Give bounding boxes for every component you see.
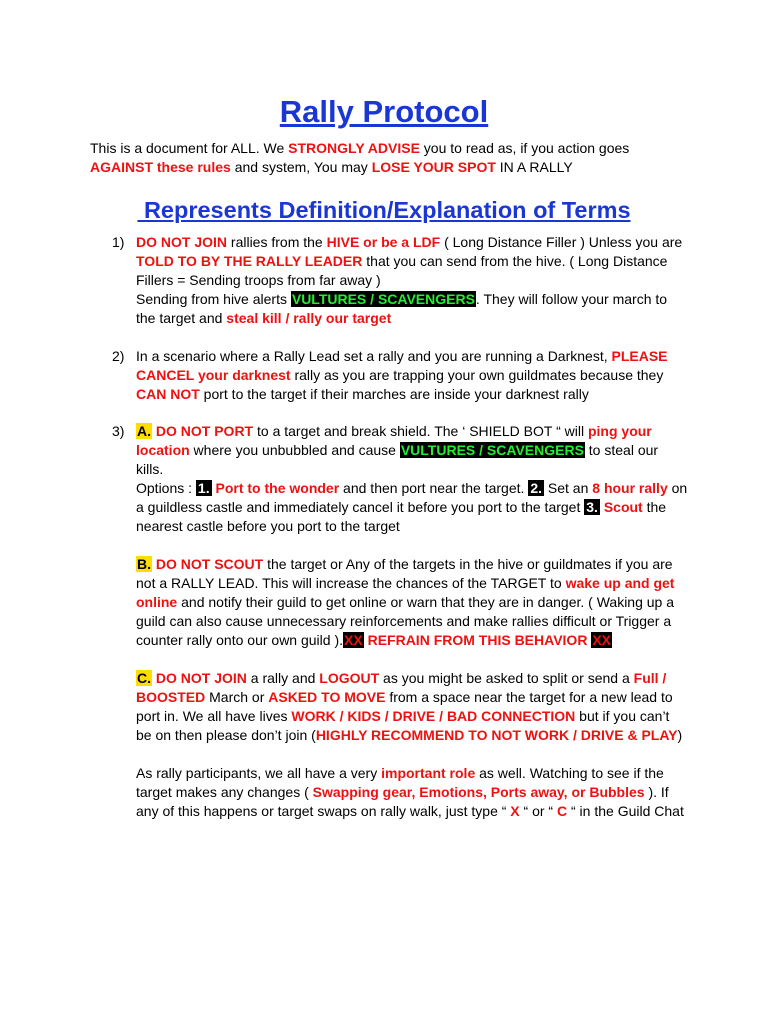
highlight-label: VULTURES / SCAVENGERS: [291, 291, 475, 307]
text: rally as you are trapping your own guildmates because they: [290, 367, 664, 383]
option-number: 1.: [197, 480, 210, 496]
text: kills.: [136, 461, 164, 477]
emphasis: Port to the wonder: [215, 480, 340, 496]
text: Fillers = Sending troops from far away ): [136, 272, 381, 288]
emphasis: Swapping gear, Emotions, Ports away, or Bubbles: [312, 784, 645, 800]
intro-emphasis: AGAINST these rules: [90, 159, 231, 175]
emphasis: WORK / KIDS / DRIVE / BAD CONNECTION: [291, 708, 576, 724]
sub-tag-a: A.: [137, 423, 151, 439]
text: In a scenario where a Rally Lead set a rally and you are running a Darknest,: [136, 348, 612, 364]
intro-emphasis: LOSE YOUR SPOT: [371, 159, 496, 175]
emphasis: CANCEL your darknest: [136, 367, 291, 383]
text: a rally and: [246, 670, 320, 686]
emphasis: 8 hour rally: [592, 480, 668, 496]
text: that you can send from the hive. ( Long Distance: [362, 253, 668, 269]
intro-text: This is a document for ALL. We: [90, 140, 289, 156]
text: . They will follow your march to: [475, 291, 668, 307]
highlight-label: VULTURES / SCAVENGERS: [400, 442, 584, 458]
emphasis: Scout: [603, 499, 643, 515]
text: where you unbubbled and cause: [189, 442, 400, 458]
text: to steal our: [584, 442, 659, 458]
emphasis: ping your: [587, 423, 652, 439]
page-title: Rally Protocol: [279, 94, 489, 129]
text: Options :: [136, 480, 196, 496]
text: ). If: [644, 784, 669, 800]
emphasis: C: [556, 803, 568, 819]
emphasis: ASKED TO MOVE: [268, 689, 386, 705]
emphasis: DO NOT JOIN: [155, 670, 247, 686]
emphasis: CAN NOT: [136, 386, 200, 402]
emphasis: TOLD TO BY THE RALLY LEADER: [136, 253, 363, 269]
sub-tag-b: B.: [137, 556, 151, 572]
text: port to the target if their marches are inside your darknest rally: [199, 386, 589, 402]
text: Set an: [544, 480, 593, 496]
text: rallies from the: [227, 234, 327, 250]
xx-marker: XX: [344, 632, 363, 648]
emphasis: DO NOT JOIN: [136, 234, 228, 250]
text: the target or Any of the targets in the hive or guildmates if you are: [263, 556, 673, 572]
text: as you might be asked to split or send a: [379, 670, 634, 686]
list-item-2: [112, 347, 691, 404]
text: but if you can’t: [575, 708, 670, 724]
intro-emphasis: STRONGLY ADVISE: [288, 140, 420, 156]
text: a guildless castle and immediately cancel it before you port to the target: [136, 499, 585, 515]
emphasis: online: [136, 594, 178, 610]
text: to a target and break shield. The ‘ SHIELD BOT “ will: [253, 423, 588, 439]
list-item-3: [112, 422, 691, 821]
text: not a RALLY LEAD. This will increase the chances of the TARGET to: [136, 575, 566, 591]
intro-text: IN A RALLY: [495, 159, 573, 175]
text: ( Long Distance Filler ) Unless you are: [440, 234, 683, 250]
text: from a space near the target for a new lead to: [385, 689, 673, 705]
emphasis: steal kill / rally our target: [226, 310, 392, 326]
emphasis: BOOSTED: [136, 689, 206, 705]
intro-paragraph: [90, 139, 690, 177]
text: Sending from hive alerts: [136, 291, 291, 307]
text: guild can also cause unnecessary reinforcements and make rallies difficult or Trigger a: [136, 613, 672, 629]
text: on: [667, 480, 688, 496]
xx-marker: XX: [592, 632, 612, 648]
text: ): [677, 727, 683, 743]
emphasis: important role: [381, 765, 476, 781]
text: counter rally onto our own guild ).: [136, 632, 343, 648]
emphasis: HIVE or be a LDF: [326, 234, 441, 250]
list-item-1: [112, 233, 691, 328]
emphasis: wake up and get: [565, 575, 675, 591]
text: target makes any changes (: [136, 784, 313, 800]
emphasis: Full /: [633, 670, 667, 686]
emphasis: DO NOT SCOUT: [155, 556, 264, 572]
text: nearest castle before you port to the target: [136, 518, 400, 534]
emphasis: PLEASE: [611, 348, 668, 364]
option-number: 3.: [586, 499, 598, 515]
section-heading: [0, 197, 768, 224]
text: be on then please don’t join (: [136, 727, 316, 743]
text: and then port near the target.: [339, 480, 529, 496]
emphasis: location: [136, 442, 190, 458]
text: “ or “: [519, 803, 557, 819]
text: the target and: [136, 310, 227, 326]
list-number: 3): [112, 423, 125, 439]
section-heading-text: Represents Definition/Explanation of Terms: [137, 197, 631, 223]
text: the: [642, 499, 667, 515]
list-number: 1): [112, 234, 125, 250]
emphasis: DO NOT PORT: [155, 423, 254, 439]
text: as well. Watching to see if the: [475, 765, 664, 781]
emphasis: X: [510, 803, 520, 819]
text: “ in the Guild Chat: [567, 803, 684, 819]
text: any of this happens or target swaps on rally walk, just type “: [136, 803, 511, 819]
emphasis: REFRAIN FROM THIS BEHAVIOR: [363, 632, 592, 648]
emphasis: HIGHLY RECOMMEND TO NOT WORK / DRIVE & PLAY: [315, 727, 678, 743]
emphasis: LOGOUT: [319, 670, 380, 686]
intro-text: you to read as, if you action goes: [419, 140, 630, 156]
sub-tag-c: C.: [137, 670, 151, 686]
text: As rally participants, we all have a very: [136, 765, 382, 781]
intro-text: and system, You may: [230, 159, 372, 175]
text: and notify their guild to get online or warn that they are in danger. ( Waking up a: [177, 594, 675, 610]
text: port in. We all have lives: [136, 708, 292, 724]
text: March or: [205, 689, 269, 705]
list-number: 2): [112, 348, 125, 364]
option-number: 2.: [530, 480, 542, 496]
